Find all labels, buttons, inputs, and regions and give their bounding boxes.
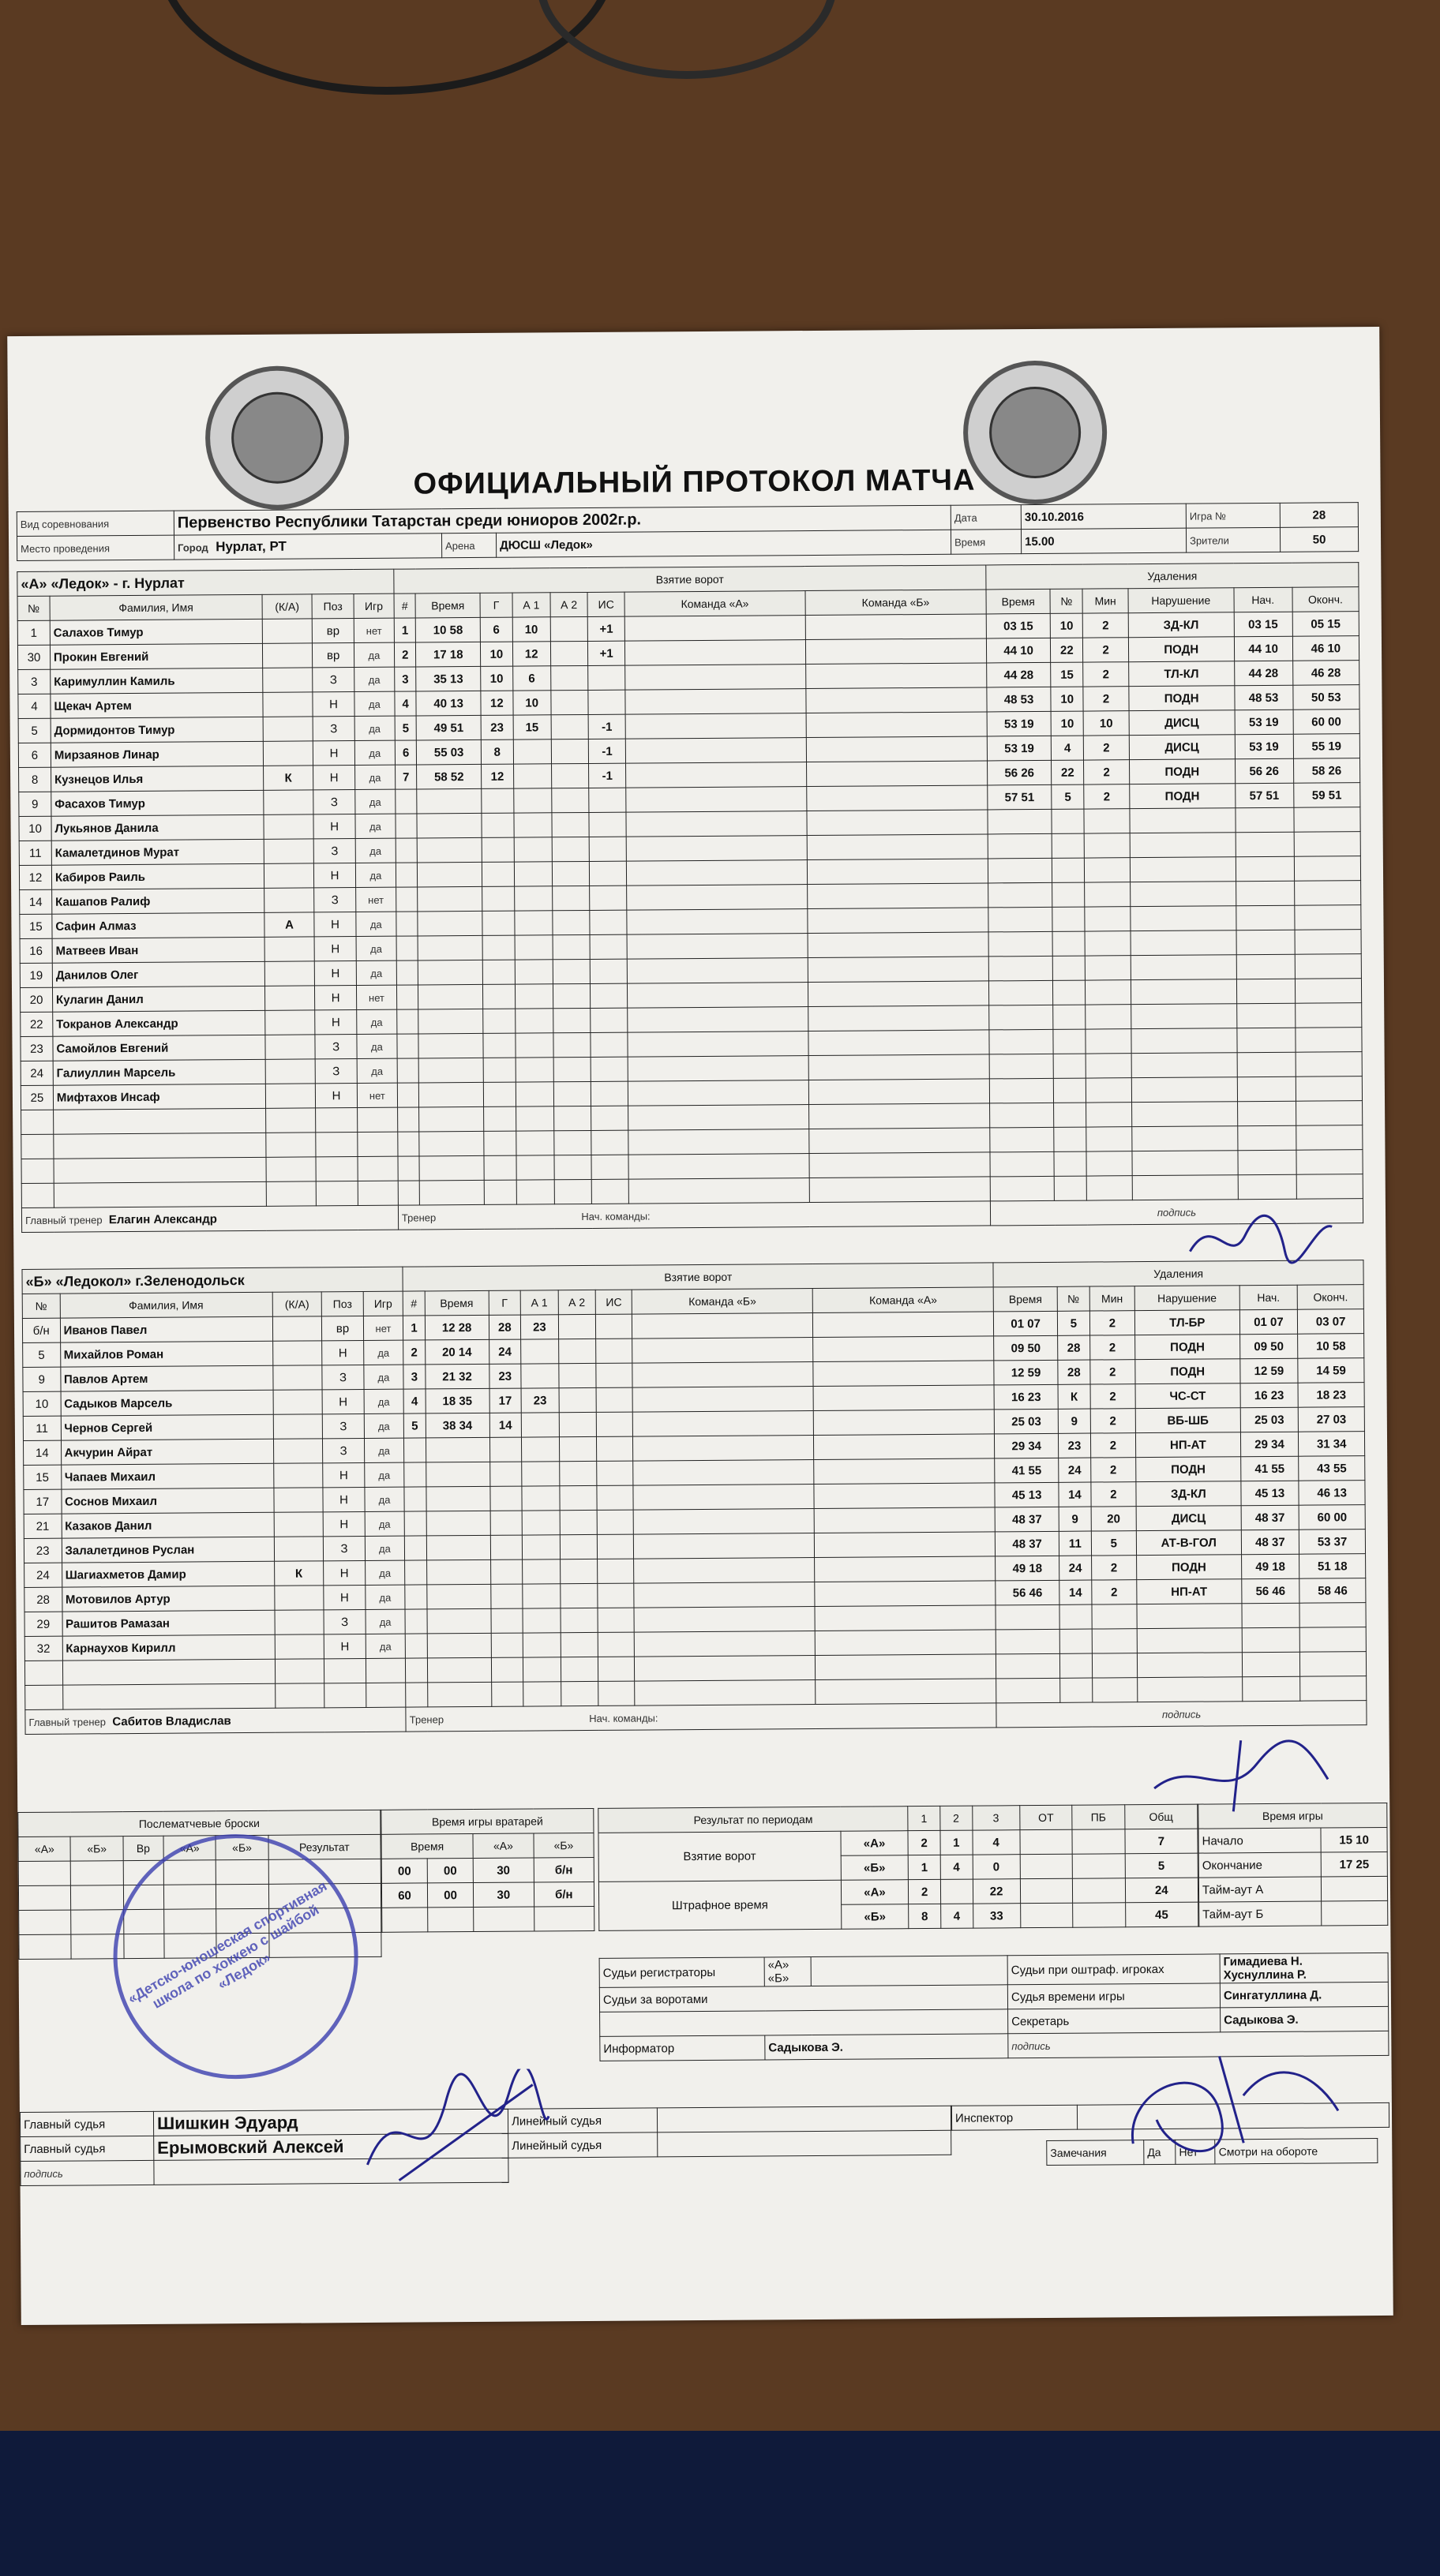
game-time-table: Время игры Начало 15 10 Окончание 17 25 Тайм-аут А Тайм-аут Б — [1198, 1803, 1388, 1927]
table-row: 24 Шагиахметов Дамир К Н да 49 18 24 2 ПОДН 49 18 51 18 — [24, 1554, 1366, 1588]
table-row: 20 Кулагин Данил Н нет — [20, 979, 1361, 1013]
period-results-table: Результат по периодам 1 2 3 ОТ ПБ Общ Взятие ворот «А» 2 1 4 7 «Б» 1 4 0 5 Штрафное время «А» 2 22 24 «Б» 8 4 33 45 — [598, 1804, 1198, 1931]
table-row: 5 Михайлов Роман Н да 2 20 14 24 09 50 28 2 ПОДН 09 50 10 58 — [23, 1334, 1364, 1368]
table-row: 17 Соснов Михаил Н да 45 13 14 2 ЗД-КЛ 45 13 46 13 — [24, 1481, 1365, 1515]
table-row: 28 Мотовилов Артур Н да 56 46 14 2 НП-АТ 56 46 58 46 — [24, 1578, 1366, 1612]
table-row: 32 Карнаухов Кирилл Н да — [24, 1627, 1366, 1661]
cable — [537, 0, 837, 79]
header-table: Вид соревнования Первенство Республики Татарстан среди юниоров 2002г.р. Дата 30.10.2016 Игра № 28 Место проведения Город Нурлат, РТ Арена ДЮСШ «Ледок» Время 15.00 Зрители 50 — [17, 502, 1359, 561]
table-row: 3 Каримуллин Камиль З да 3 35 13 10 6 44 28 15 2 ТЛ-КЛ 44 28 46 28 — [18, 661, 1359, 695]
table-row: 11 Камалетдинов Мурат З да — [19, 832, 1360, 866]
coach-b-signature — [1146, 1732, 1337, 1820]
table-row: 12 Кабиров Раиль Н да — [19, 856, 1360, 890]
table-row: 14 Кашапов Ралиф З нет — [20, 881, 1361, 915]
inspector-table: Инспектор — [951, 2102, 1389, 2131]
table-row: 29 Рашитов Рамазан З да — [24, 1603, 1366, 1637]
table-row: 8 Кузнецов Илья К Н да 7 58 52 12 -1 56 26 22 2 ПОДН 56 26 58 26 — [19, 758, 1360, 792]
table-row: 10 Садыков Марсель Н да 4 18 35 17 23 16 23 К 2 ЧС-СТ 16 23 18 23 — [23, 1383, 1364, 1417]
team_b-table: «Б» «Ледокол» г.Зеленодольск Взятие ворот Удаления № Фамилия, Имя (К/А) Поз Игр # Время Г А 1 А 2 ИС Команда «Б» Команда «А» Время № Мин Нарушение Нач. Оконч. б/н Иванов Павел вр нет 1 12 28 28 23 01 07 5 2 ТЛ-БР 01 07 03 07 5 Михайлов Роман Н да 2 20 14 24 09 50 28 2 ПОДН 09 50 10 58 9 Павлов Артем З да 3 21 32 23 12 59 28 2 ПОДН 12 59 14 59 10 Садыков Марсель Н да 4 18 35 17 23 16 23 К 2 ЧС-СТ 16 23 18 23 11 Чернов Сергей З да 5 38 34 14 25 03 9 2 ВБ-ШБ 25 03 27 03 14 Акчурин Айрат З да 29 34 23 2 НП-АТ 29 34 31 34 15 Чапаев Михаил Н да 41 55 24 2 ПОДН 41 55 43 55 17 Соснов Михаил Н да 45 13 14 2 ЗД-КЛ 45 13 46 13 21 Казаков Данил Н да 48 37 9 20 ДИСЦ 48 37 60 00 23 Залалетдинов Руслан З да 48 37 11 5 АТ-В-ГОЛ 48 37 53 37 24 Шагиахметов Дамир К Н да 49 18 24 2 ПОДН 49 18 51 18 28 Мотовилов Артур Н да 56 46 14 2 НП-АТ 56 46 58 46 29 Рашитов Рамазан З да 32 Карнаухов Кирилл Н да Главный тренер Сабитов Владислав Тренер Нач. команды: подпись — [21, 1260, 1367, 1735]
table-row: 4 Щекач Артем Н да 4 40 13 12 10 48 53 10 2 ПОДН 48 53 50 53 — [18, 685, 1359, 719]
referees-table: Главный судья Шишкин Эдуард Линейный судья Главный судья Ерымовский Алексей Линейный судья подпись — [20, 2106, 952, 2186]
table-row: 9 Фасахов Тимур З да 57 51 5 2 ПОДН 57 51 59 51 — [19, 783, 1360, 817]
table-row: 9 Павлов Артем З да 3 21 32 23 12 59 28 2 ПОДН 12 59 14 59 — [23, 1358, 1364, 1392]
team-name: «А» «Ледок» - г. Нурлат — [17, 569, 394, 596]
table-row: 21 Казаков Данил Н да 48 37 9 20 ДИСЦ 48 37 60 00 — [24, 1505, 1365, 1539]
team_a-table: «А» «Ледок» - г. Нурлат Взятие ворот Удаления № Фамилия, Имя (К/А) Поз Игр # Время Г А 1 А 2 ИС Команда «А» Команда «Б» Время № Мин Нарушение Нач. Оконч. 1 Салахов Тимур вр нет 1 10 58 6 10 +1 03 15 10 2 ЗД-КЛ 03 15 05 15 30 Прокин Евгений вр да 2 17 18 10 12 +1 44 10 22 2 ПОДН 44 10 46 10 3 Каримуллин Камиль З да 3 35 13 10 6 44 28 15 2 ТЛ-КЛ 44 28 46 28 4 Щекач Артем Н да 4 40 13 12 10 48 53 10 2 ПОДН 48 53 50 53 5 Дормидонтов Тимур З да 5 49 51 23 15 -1 53 19 10 10 ДИСЦ 53 19 60 00 6 Мирзаянов Линар Н да 6 55 03 8 -1 53 19 4 2 ДИСЦ 53 19 55 19 8 Кузнецов Илья К Н да 7 58 52 12 -1 56 26 22 2 ПОДН 56 26 58 26 9 Фасахов Тимур З да 57 51 5 2 ПОДН 57 51 59 51 10 Лукьянов Данила Н да 11 Камалетдинов Мурат З да 12 Кабиров Раиль Н да 14 Кашапов Ралиф З нет 15 Сафин Алмаз А Н да 16 Матвеев Иван Н да 19 Данилов Олег Н да 20 Кулагин Данил Н нет 22 Токранов Александр Н да 23 Самойлов Евгений З да 24 Галиуллин Марсель З да 25 Мифтахов Инсаф Н нет Главный тренер Елагин Александр Тренер Нач. команды: подпись — [17, 562, 1363, 1233]
shootouts-table: Послематчевые броски «А» «Б» Вр «А» «Б» Результат — [17, 1810, 381, 1960]
organization-stamp: «Детско-юношеская спортивная школа по хоккею с шайбой «Ледок» — [68, 1789, 403, 2124]
goalie-time-table: Время игры вратарей Время «А» «Б» 00 00 30 б/н 60 00 30 б/н — [381, 1808, 594, 1933]
coach-a-signature — [1182, 1203, 1341, 1275]
table-row: 6 Мирзаянов Линар Н да 6 55 03 8 -1 53 19 4 2 ДИСЦ 53 19 55 19 — [18, 734, 1359, 768]
table-row: 19 Данилов Олег Н да — [20, 954, 1361, 988]
officials-table: Судьи регистраторы «А» «Б» Судьи при оштраф. игроках Гимадиева Н. Хуснуллина Р. Судьи за воротами Судья времени игры Сингатуллина Д. Секретарь Садыкова Э. Информатор Садыкова Э. подпись — [599, 1953, 1389, 2061]
blue-cloth — [0, 2431, 1440, 2576]
inspector-signature — [1108, 2024, 1346, 2167]
table-row: 1 Салахов Тимур вр нет 1 10 58 6 10 +1 03 15 10 2 ЗД-КЛ 03 15 05 15 — [17, 612, 1359, 646]
page-title: ОФИЦИАЛЬНЫЙ ПРОТОКОЛ МАТЧА — [413, 463, 976, 501]
table-row: 5 Дормидонтов Тимур З да 5 49 51 23 15 -1 53 19 10 10 ДИСЦ 53 19 60 00 — [18, 710, 1359, 743]
table-row: 15 Сафин Алмаз А Н да — [20, 905, 1361, 939]
protocol-sheet — [7, 327, 1393, 2325]
table-row: 14 Акчурин Айрат З да 29 34 23 2 НП-АТ 29 34 31 34 — [23, 1432, 1364, 1466]
table-row: 23 Самойлов Евгений З да — [21, 1028, 1362, 1061]
table-row: 23 Залалетдинов Руслан З да 48 37 11 5 АТ-В-ГОЛ 48 37 53 37 — [24, 1530, 1365, 1563]
table-row: 16 Матвеев Иван Н да — [20, 930, 1361, 964]
remarks-table: Замечания Да Нет Смотри на обороте — [1046, 2138, 1378, 2166]
table-row: 15 Чапаев Михаил Н да 41 55 24 2 ПОДН 41 55 43 55 — [24, 1456, 1365, 1490]
table-row: 10 Лукьянов Данила Н да — [19, 807, 1360, 841]
table-row: б/н Иванов Павел вр нет 1 12 28 28 23 01 07 5 2 ТЛ-БР 01 07 03 07 — [22, 1309, 1363, 1343]
referee-signature — [351, 2069, 557, 2196]
table-row: 30 Прокин Евгений вр да 2 17 18 10 12 +1 44 10 22 2 ПОДН 44 10 46 10 — [17, 636, 1359, 670]
team-name: «Б» «Ледокол» г.Зеленодольск — [22, 1267, 403, 1294]
table-row: 22 Токранов Александр Н да — [21, 1003, 1362, 1037]
table-row: 11 Чернов Сергей З да 5 38 34 14 25 03 9 2 ВБ-ШБ 25 03 27 03 — [23, 1407, 1364, 1441]
table-row: 24 Галиуллин Марсель З да — [21, 1052, 1362, 1086]
table-row: 25 Мифтахов Инсаф Н нет — [21, 1076, 1362, 1110]
